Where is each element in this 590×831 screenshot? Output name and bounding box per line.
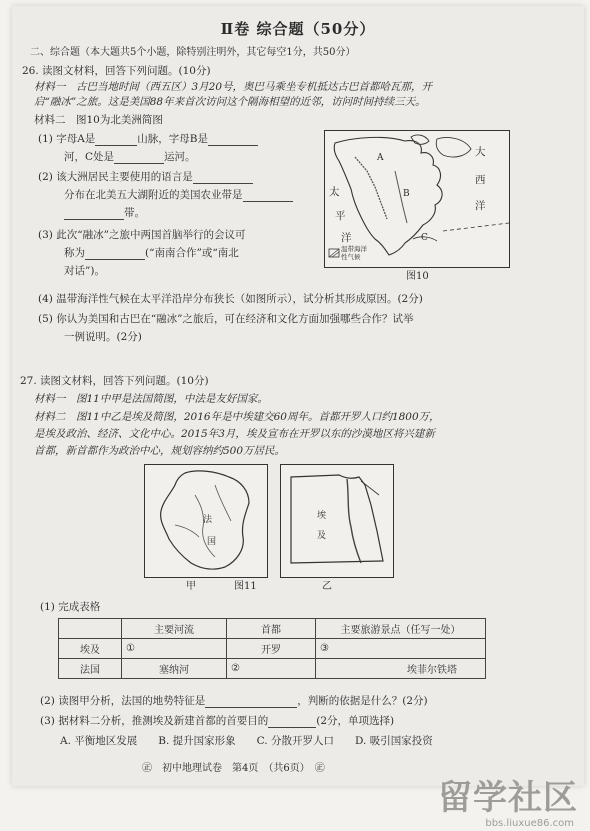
- map-label-pacific-2: 平: [335, 210, 346, 222]
- france-map: [144, 464, 268, 578]
- egypt-map: [280, 464, 394, 578]
- france-label-1: 法: [203, 515, 213, 525]
- table-cell: ③: [316, 639, 486, 659]
- map-label-c: C: [421, 233, 428, 243]
- fig11-label-jia: 甲: [186, 581, 196, 592]
- map-legend-line1: 温带海洋: [341, 245, 367, 253]
- q26-part4: (4) 温带海洋性气候在太平洋沿岸分布狭长（如图所示），试分析其形成原因。(2分): [38, 293, 423, 305]
- page-footer: ㊣ 初中地理试卷 第4页 （共6页） ㊣: [142, 763, 325, 774]
- map-legend-line2: 性气候: [341, 253, 361, 261]
- answer-table: [58, 618, 486, 679]
- map-label-atlantic-1: 大: [475, 146, 486, 158]
- egypt-outline: [281, 465, 393, 577]
- table-cell: ①: [122, 639, 227, 659]
- q26-part1-line2: 河，C处是 运河。: [64, 151, 196, 163]
- page-title: Ⅱ卷 综合题（50分）: [220, 20, 376, 38]
- q26-part5-line1: (5) 你认为美国和古巴在“融冰”之旅后，可在经济和文化方面加强哪些合作？试举: [38, 313, 414, 325]
- egypt-label-2: 及: [317, 531, 327, 541]
- france-label-2: 国: [207, 537, 217, 547]
- table-header-row: [59, 619, 486, 639]
- fig11-caption: 图11: [234, 581, 257, 592]
- q26-part3-line2: 称为 (“南南合作”或“南北: [64, 247, 239, 259]
- q27-stem: 27. 读图文材料，回答下列问题。(10分): [20, 375, 209, 387]
- q26-material1-line1: 材料一 古巴当地时间（西五区）3月20号，奥巴马乘坐专机抵达古巴首都哈瓦那，开: [34, 81, 433, 93]
- fig10-caption: 图10: [406, 271, 429, 282]
- q27-part3: (3) 据材料二分析，推测埃及新建首都的首要目的 (2分，单项选择): [40, 715, 395, 727]
- q26-part5-line2: 一例说明。(2分): [64, 331, 142, 343]
- q26-part3-line1: (3) 此次“融冰”之旅中两国首脑举行的会议可: [38, 229, 246, 241]
- q26-part2-line2: 分布在北美五大湖附近的美国农业带是: [64, 188, 293, 202]
- q27-part2: (2) 读图甲分析，法国的地势特征是 ，判断的依据是什么？(2分): [40, 695, 428, 707]
- table-cell: 塞纳河: [122, 659, 227, 679]
- exam-page: [12, 6, 584, 786]
- watermark-logo: 留学社区: [438, 778, 578, 818]
- q27-part1: (1) 完成表格: [40, 601, 101, 613]
- table-row: [59, 659, 486, 679]
- q26-part3-line3: 对话”)。: [64, 265, 105, 277]
- map-label-pacific-1: 太: [329, 186, 340, 198]
- q26-stem: 26. 读图文材料，回答下列问题。(10分): [22, 65, 211, 77]
- map-label-a: A: [377, 153, 384, 163]
- q26-material2: 材料二 图10为北美洲简图: [34, 114, 163, 126]
- q27-material2-line3: 首都，新首都作为政治中心，规划容纳约500万居民。: [34, 445, 286, 457]
- table-cell: 埃及: [59, 639, 122, 659]
- table-header-cell: 首都: [227, 619, 316, 639]
- q27-options: A. 平衡地区发展 B. 提升国家形象 C. 分散开罗人口 D. 吸引国家投资: [60, 735, 433, 747]
- watermark-url: bbs.liuxue86.com: [485, 818, 574, 829]
- q26-part2-line1: (2) 该大洲居民主要使用的语言是: [38, 170, 253, 184]
- map-label-atlantic-3: 洋: [475, 200, 486, 212]
- table-cell: 开罗: [227, 639, 316, 659]
- section-heading: 二、综合题（本大题共5个小题，除特别注明外，其它每空1分，共50分）: [30, 47, 356, 58]
- map-label-atlantic-2: 西: [475, 174, 486, 186]
- q27-material2-line2: 是埃及政治、经济、文化中心。2015年3月，埃及宣布在开罗以东的沙漠地区将兴建新: [34, 428, 435, 440]
- egypt-label-1: 埃: [317, 511, 327, 521]
- q27-material2-line1: 材料二 图11中乙是埃及简图，2016年是中埃建交60周年。首都开罗人口约1800万，: [34, 411, 440, 423]
- table-cell: ②: [227, 659, 316, 679]
- table-row: [59, 639, 486, 659]
- north-america-map: [324, 130, 510, 268]
- table-header-cell: 主要旅游景点（任写一处）: [316, 619, 486, 639]
- map-label-b: B: [403, 189, 410, 199]
- q26-part1-line1: (1) 字母A是 山脉，字母B是: [38, 132, 258, 146]
- map-label-pacific-3: 洋: [341, 232, 352, 244]
- table-cell: 埃菲尔铁塔: [316, 659, 486, 679]
- q26-part2-line3: 带。: [64, 206, 145, 220]
- q26-material1-line2: 启“融冰”之旅。这是美国88年来首次访问这个隔海相望的近邻，访问时间持续三天。: [34, 96, 426, 108]
- table-header-cell: 主要河流: [122, 619, 227, 639]
- table-cell: 法国: [59, 659, 122, 679]
- table-header-cell: [59, 619, 122, 639]
- fig11-label-yi: 乙: [322, 581, 332, 592]
- q27-material1: 材料一 图11中甲是法国简图，中法是友好国家。: [34, 393, 268, 405]
